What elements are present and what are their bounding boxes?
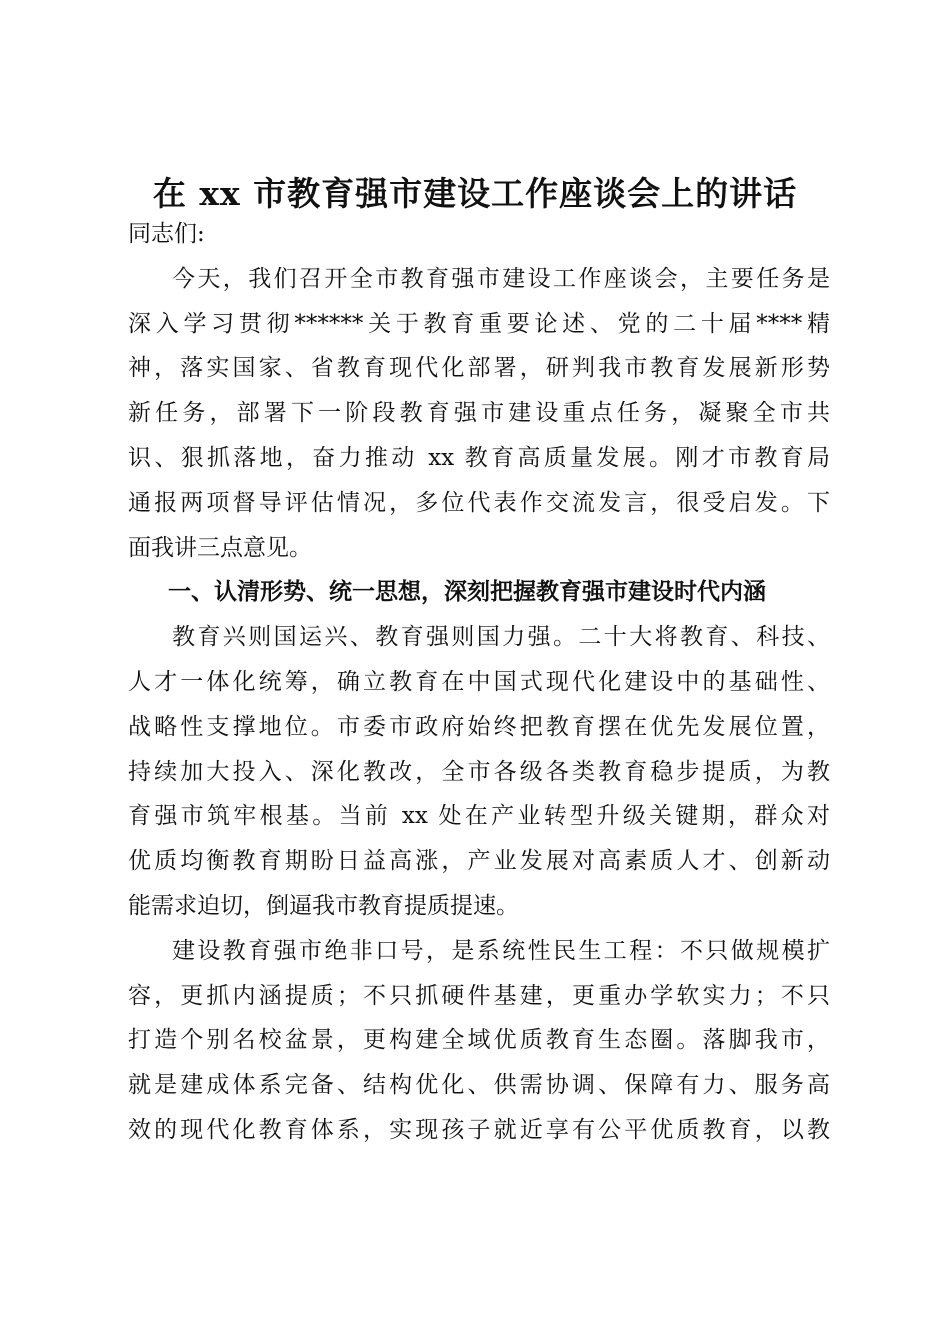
paragraph-line: 效的现代化教育体系，实现孩子就近享有公平优质教育，以教 — [128, 1116, 830, 1143]
paragraph-line: 今天，我们召开全市教育强市建设工作座谈会，主要任务是 — [172, 265, 830, 292]
paragraph-line: 战略性支撑地位。市委市政府始终把教育摆在优先发展位置， — [128, 713, 830, 740]
paragraph-line: 神，落实国家、省教育现代化部署，研判我市教育发展新形势 — [128, 355, 830, 382]
paragraph-line: 持续加大投入、深化教改，全市各级各类教育稳步提质，为教 — [128, 758, 830, 785]
paragraph-line: 教育兴则国运兴、教育强则国力强。二十大将教育、科技、 — [172, 624, 830, 651]
section-heading: 一、认清形势、统一思想，深刻把握教育强市建设时代内涵 — [168, 578, 766, 606]
document-title: 在 xx 市教育强市建设工作座谈会上的讲话 — [152, 174, 798, 213]
document-body — [128, 212, 830, 1153]
salutation: 同志们: — [128, 221, 205, 247]
paragraph-line: 建设教育强市绝非口号，是系统性民生工程：不只做规模扩 — [172, 937, 830, 964]
paragraph-line: 能需求迫切，倒逼我市教育提质提速。 — [128, 892, 519, 919]
section-paragraph-2 — [128, 929, 830, 1153]
paragraph-line: 识、狠抓落地，奋力推动 xx 教育高质量发展。刚才市教育局 — [128, 444, 830, 471]
paragraph-line: 就是建成体系完备、结构优化、供需协调、保障有力、服务高 — [128, 1072, 830, 1099]
paragraph-line: 容，更抓内涵提质；不只抓硬件基建，更重办学软实力；不只 — [128, 982, 830, 1009]
section-paragraph-1 — [128, 615, 830, 929]
paragraph-line: 打造个别名校盆景，更构建全域优质教育生态圈。落脚我市， — [128, 1027, 830, 1054]
paragraph-line: 面我讲三点意见。 — [128, 534, 312, 561]
paragraph-line: 新任务，部署下一阶段教育强市建设重点任务，凝聚全市共 — [128, 400, 830, 427]
paragraph-line: 育强市筑牢根基。当前 xx 处在产业转型升级关键期，群众对 — [128, 803, 830, 830]
paragraph-line: 通报两项督导评估情况，多位代表作交流发言，很受启发。下 — [128, 489, 830, 516]
paragraph-line: 优质均衡教育期盼日益高涨，产业发展对高素质人才、创新动 — [128, 848, 830, 875]
paragraph-line: 人才一体化统筹，确立教育在中国式现代化建设中的基础性、 — [128, 668, 830, 695]
paragraph-line: 深入学习贯彻******关于教育重要论述、党的二十届****精 — [128, 310, 830, 337]
intro-paragraph — [128, 257, 830, 571]
